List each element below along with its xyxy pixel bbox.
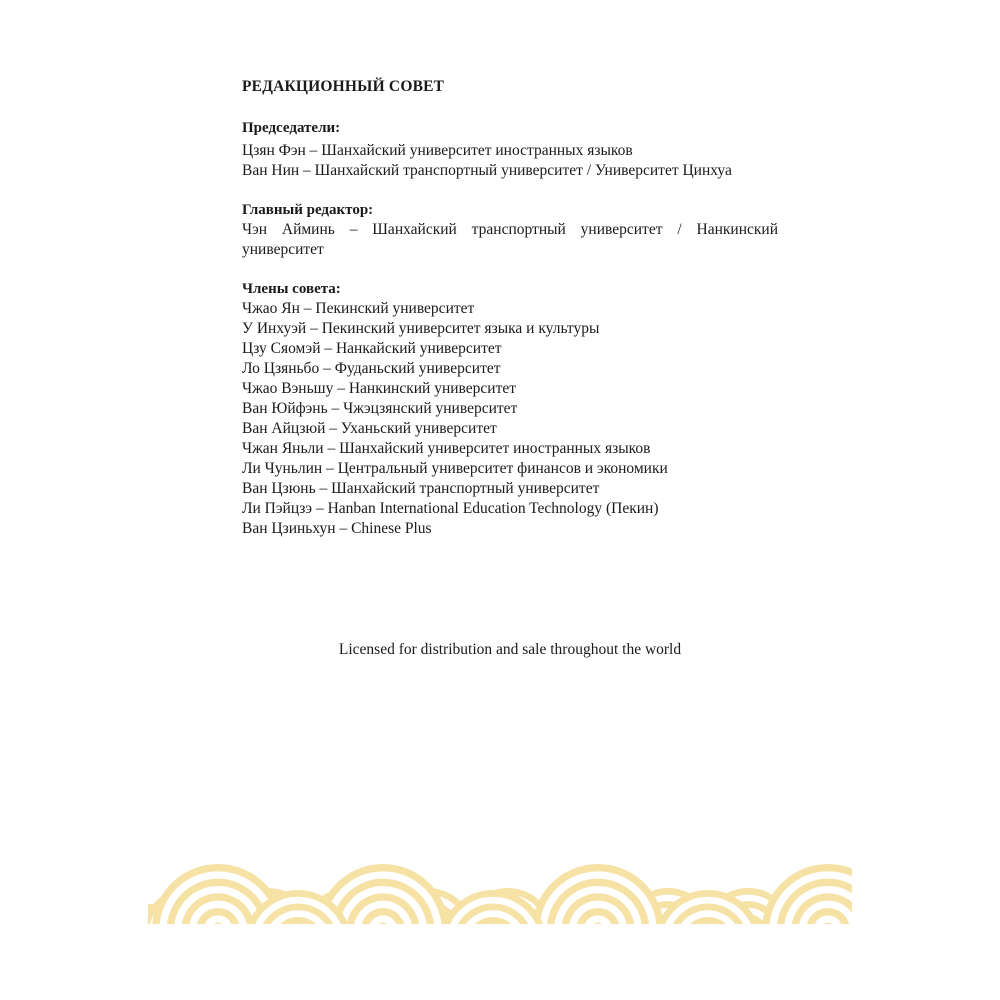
editorial-board — [242, 77, 778, 558]
wave-scale — [532, 864, 664, 924]
council-member: Ван Цзиньхун – Chinese Plus — [242, 520, 432, 537]
chairs-section — [242, 118, 778, 181]
council-member: Ван Юйфэнь – Чжэцзянский университет — [242, 400, 518, 417]
license-notice: Licensed for distribution and sale throughout the world — [338, 641, 682, 658]
chief-editor-heading: Главный редактор: — [242, 202, 374, 218]
chairs-heading: Председатели: — [242, 120, 341, 136]
chair-member: Цзян Фэн – Шанхайский университет иностранных языков — [242, 142, 633, 159]
council-member: Чжан Яньли – Шанхайский университет иностранных языков — [242, 440, 651, 457]
council-member: Ван Айцзюй – Уханьский университет — [242, 420, 497, 437]
council-member: Ли Пэйцзэ – Hanban International Education Technology (Пекин) — [242, 500, 659, 517]
council-member: Чжао Ян – Пекинский университет — [242, 300, 475, 317]
council-member: Ло Цзяньбо – Фуданьский университет — [242, 360, 501, 377]
chief-editor-text: Чэн Айминь – Шанхайский транспортный университет / Нанкинский университет — [242, 221, 778, 258]
council-member: У Инхуэй – Пекинский университет языка и культуры — [242, 320, 600, 337]
page-title: РЕДАКЦИОННЫЙ СОВЕТ — [242, 78, 445, 95]
council-member: Чжао Вэньшу – Нанкинский университет — [242, 380, 516, 397]
chair-member: Ван Нин – Шанхайский транспортный университет / Университет Цинхуа — [242, 162, 732, 179]
council-section — [242, 279, 778, 539]
wave-scale — [762, 864, 852, 924]
seigaiha-wave-pattern — [148, 848, 852, 924]
council-member: Цзу Сяомэй – Нанкайский университет — [242, 340, 502, 357]
council-member: Ван Цзюнь – Шанхайский транспортный университет — [242, 480, 600, 497]
council-heading: Члены совета: — [242, 281, 341, 297]
council-member: Ли Чуньлин – Центральный университет финансов и экономики — [242, 460, 668, 477]
chief-editor-section — [242, 200, 778, 260]
